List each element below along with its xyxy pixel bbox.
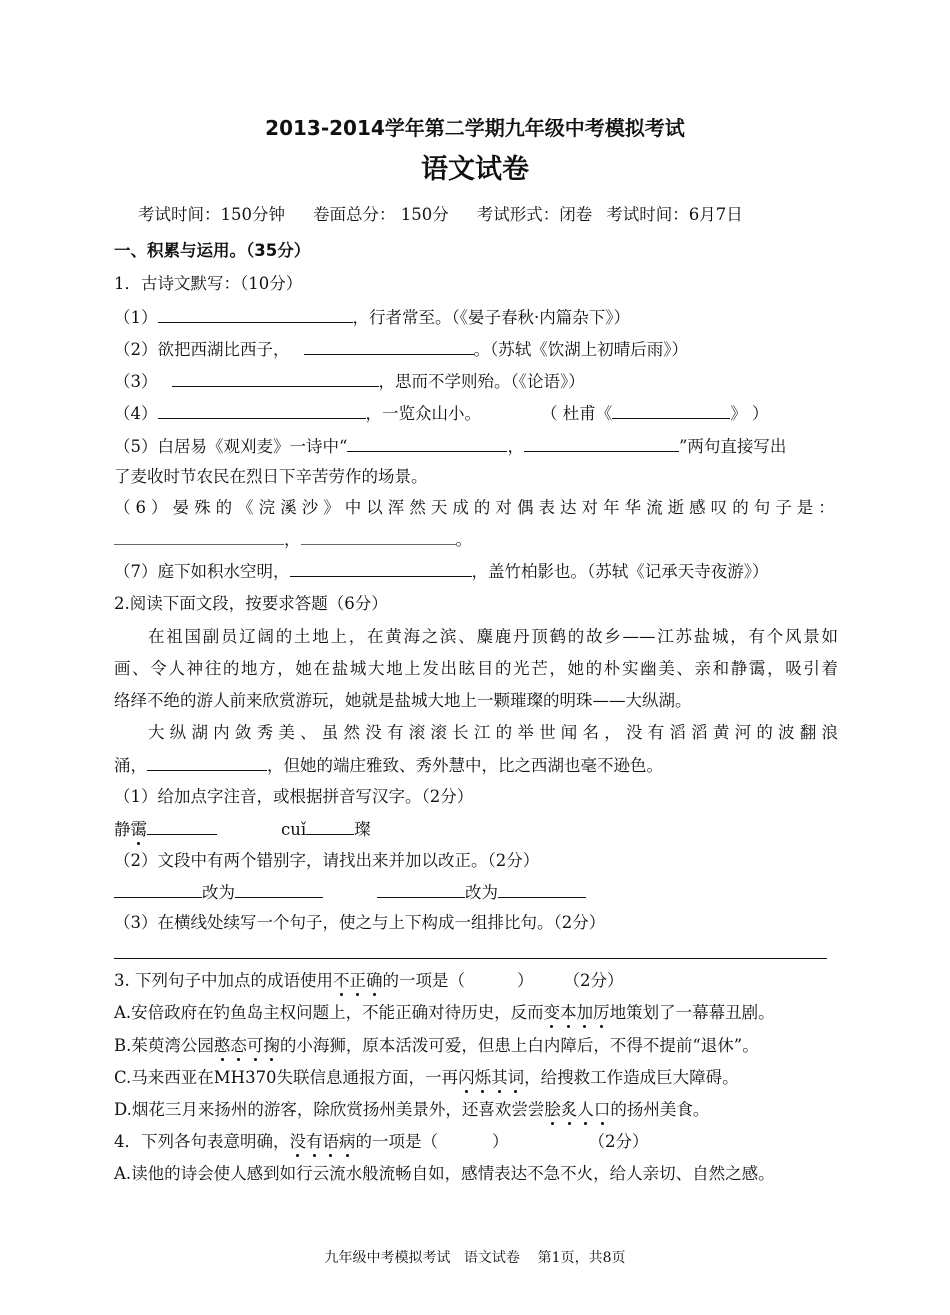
dotted-char: 烁 — [474, 1068, 492, 1087]
q2-passage-line: 在祖国副员辽阔的土地上，在黄海之滨、麋鹿丹顶鹤的故乡——江苏盐城，有个风景如 — [148, 627, 838, 646]
answer-blank[interactable] — [347, 435, 507, 452]
dotted-char: 词 — [507, 1068, 525, 1087]
item-text: （7）庭下如积水空明， — [114, 562, 290, 581]
stem-text: 的一项是（ — [382, 971, 465, 990]
dotted-char: 闪 — [458, 1068, 475, 1087]
exam-subtitle: 语文试卷 — [421, 154, 529, 185]
info-duration: 考试时间：150分钟 — [138, 205, 285, 224]
stem-text: ） — [492, 1132, 509, 1151]
answer-blank[interactable] — [306, 818, 354, 835]
q2-sub1: （1）给加点字注音，或根据拼音写汉字。（2分） — [114, 787, 474, 806]
item-text: ， — [284, 530, 301, 549]
item-text: ，一览众山小。 — [365, 404, 481, 423]
info-date: 考试时间：6月7日 — [606, 205, 743, 224]
item-text: ，行者常至。（《晏子春秋·内篇杂下》） — [352, 308, 630, 327]
q2-passage-line — [114, 754, 663, 777]
answer-blank[interactable] — [147, 754, 267, 771]
q2-sub2-answers — [114, 881, 586, 904]
dotted-char: 本 — [560, 1003, 577, 1022]
dotted-char: 憨 — [213, 1036, 231, 1055]
dotted-char: 人 — [577, 1100, 594, 1119]
dotted-char: 炙 — [560, 1100, 578, 1119]
dotted-char: 没 — [289, 1132, 306, 1151]
answer-blank[interactable] — [524, 435, 679, 452]
q1-item-4 — [114, 402, 769, 425]
dotted-char: 正 — [349, 971, 366, 990]
option-text: D.烟花三月来扬州的游客，除欣赏扬州美景外，还喜欢尝尝 — [114, 1100, 545, 1119]
q3-stem — [114, 970, 624, 992]
stem-text: 4．下列各句表意明确， — [114, 1132, 290, 1151]
item-text: ，盖竹柏影也。（苏轼《记承天寺夜游》） — [471, 562, 769, 581]
item-text: ，思而不学则殆。（《论语》） — [378, 372, 585, 391]
q2-stem: 2.阅读下面文段，按要求答题（6分） — [114, 594, 388, 613]
q2-passage-line: 络绎不绝的游人前来欣赏游玩，她就是盐城大地上一颗璀璨的明珠——大纵湖。 — [114, 691, 692, 710]
dotted-char: 病 — [339, 1132, 356, 1151]
info-format: 考试形式：闭卷 — [476, 205, 593, 224]
q4-option-a: A.读他的诗会使人感到如行云流水般流畅自如，感情表达不急不火，给人亲切、自然之感。 — [114, 1164, 775, 1183]
passage-text: ，但她的端庄雅致、秀外慧中，比之西湖也毫不逊色。 — [267, 756, 663, 775]
option-text: ，给搜救工作造成巨大障碍。 — [524, 1068, 739, 1087]
answer-blank[interactable] — [612, 402, 730, 419]
exam-info — [138, 204, 743, 226]
answer-blank[interactable] — [290, 560, 472, 577]
q3-option-b — [114, 1035, 759, 1057]
answer-blank[interactable] — [235, 881, 323, 898]
q1-item-5 — [114, 435, 786, 458]
q1-item-7 — [114, 560, 769, 583]
score: （2分） — [588, 1132, 649, 1151]
answer-blank[interactable] — [301, 528, 456, 545]
dotted-char: 厉 — [593, 1003, 610, 1022]
item-text: 。（苏轼《饮湖上初晴后雨》） — [473, 340, 688, 359]
page-footer: 九年级中考模拟考试 语文试卷 第1页，共8页 — [324, 1250, 626, 1266]
item-number: （3） — [114, 372, 158, 391]
option-text: A.安倍政府在钓鱼岛主权问题上，不能正确对待历史，反而 — [114, 1003, 544, 1022]
q1-stem: 1．古诗文默写：（10分） — [114, 274, 303, 293]
item-text: 。 — [455, 530, 472, 549]
answer-blank[interactable] — [377, 881, 465, 898]
dotted-char: 掬 — [263, 1036, 280, 1055]
dotted-char: 脍 — [544, 1100, 561, 1119]
dotted-char: 确 — [366, 971, 383, 990]
dotted-char: 其 — [491, 1068, 508, 1087]
dotted-char: 态 — [230, 1036, 247, 1055]
answer-blank[interactable] — [304, 338, 474, 355]
score: （2分） — [563, 971, 624, 990]
change-label: 改为 — [465, 883, 498, 902]
q1-item-3 — [114, 370, 585, 393]
q1-item-5-cont: 了麦收时节农民在烈日下辛苦劳作的场景。 — [114, 467, 428, 486]
answer-blank[interactable] — [172, 370, 379, 387]
word-char: 璨 — [354, 820, 371, 839]
q1-item-6-blanks — [114, 528, 472, 551]
item-source: （ 杜甫《 — [541, 404, 613, 423]
item-text: ”两句直接写出 — [678, 437, 787, 456]
dotted-char: 可 — [246, 1036, 264, 1055]
passage-text: 涌， — [114, 756, 147, 775]
item-number: （4） — [114, 404, 158, 423]
stem-text: 的一项是（ — [355, 1132, 438, 1151]
answer-blank[interactable] — [498, 881, 586, 898]
dotted-char: 不 — [333, 971, 350, 990]
exam-title: 2013-2014学年第二学期九年级中考模拟考试 — [265, 116, 685, 140]
option-text: 的小海狮，原本活泼可爱，但患上白内障后，不得不提前“退休”。 — [279, 1036, 759, 1055]
q2-sub2: （2）文段中有两个错别字，请找出来并加以改正。（2分） — [114, 851, 540, 870]
stem-text: ） — [517, 971, 534, 990]
dotted-char: 霭 — [130, 820, 147, 839]
option-text: 地策划了一幕幕丑剧。 — [609, 1003, 775, 1022]
option-text: C.马来西亚在MH370失联信息通报方面，一再 — [114, 1068, 459, 1087]
answer-blank[interactable] — [147, 818, 217, 835]
item-text: （2）欲把西湖比西子， — [114, 340, 290, 359]
answer-blank[interactable] — [158, 402, 366, 419]
q3-option-c — [114, 1067, 739, 1089]
dotted-char: 加 — [576, 1003, 594, 1022]
change-label: 改为 — [202, 883, 235, 902]
dotted-char: 变 — [543, 1003, 561, 1022]
q2-sub1-answers — [114, 818, 371, 841]
option-text: 的扬州美食。 — [610, 1100, 710, 1119]
q4-stem — [114, 1131, 649, 1153]
item-source: 》 ） — [730, 404, 769, 423]
q3-option-d — [114, 1099, 709, 1121]
item-number: （1） — [114, 308, 158, 327]
word-char: 静 — [114, 820, 131, 839]
q1-item-1 — [114, 306, 630, 329]
dotted-char: 口 — [593, 1100, 611, 1119]
info-total-score: 卷面总分： 150分 — [313, 205, 449, 224]
item-text: ， — [507, 437, 524, 456]
answer-line[interactable] — [114, 958, 827, 959]
dotted-char: 有 — [306, 1132, 323, 1151]
stem-text: 3. 下列句子中加点的成语使用 — [114, 971, 333, 990]
option-text: B.茱萸湾公园 — [114, 1036, 214, 1055]
q1-item-2 — [114, 338, 688, 361]
section-heading: 一、积累与运用。（35分） — [114, 241, 311, 260]
dotted-char: 语 — [322, 1132, 339, 1151]
pinyin: cuǐ — [281, 820, 307, 839]
item-text: （5）白居易《观刈麦》一诗中“ — [114, 437, 348, 456]
q2-sub3: （3）在横线处续写一个句子，使之与上下构成一组排比句。（2分） — [114, 913, 606, 932]
q2-passage-line: 大纵湖内敛秀美、虽然没有滚滚长江的举世闻名，没有滔滔黄河的波翻浪 — [148, 723, 838, 742]
q3-option-a — [114, 1002, 775, 1024]
q2-passage-line: 画、令人神往的地方，她在盐城大地上发出眩目的光芒，她的朴实幽美、亲和静霭，吸引着 — [114, 659, 838, 678]
answer-blank[interactable] — [114, 528, 284, 545]
answer-blank[interactable] — [158, 306, 353, 323]
answer-blank[interactable] — [114, 881, 202, 898]
q1-item-6: （6）晏殊的《浣溪沙》中以浑然天成的对偶表达对年华流逝感叹的句子是： — [114, 498, 836, 517]
